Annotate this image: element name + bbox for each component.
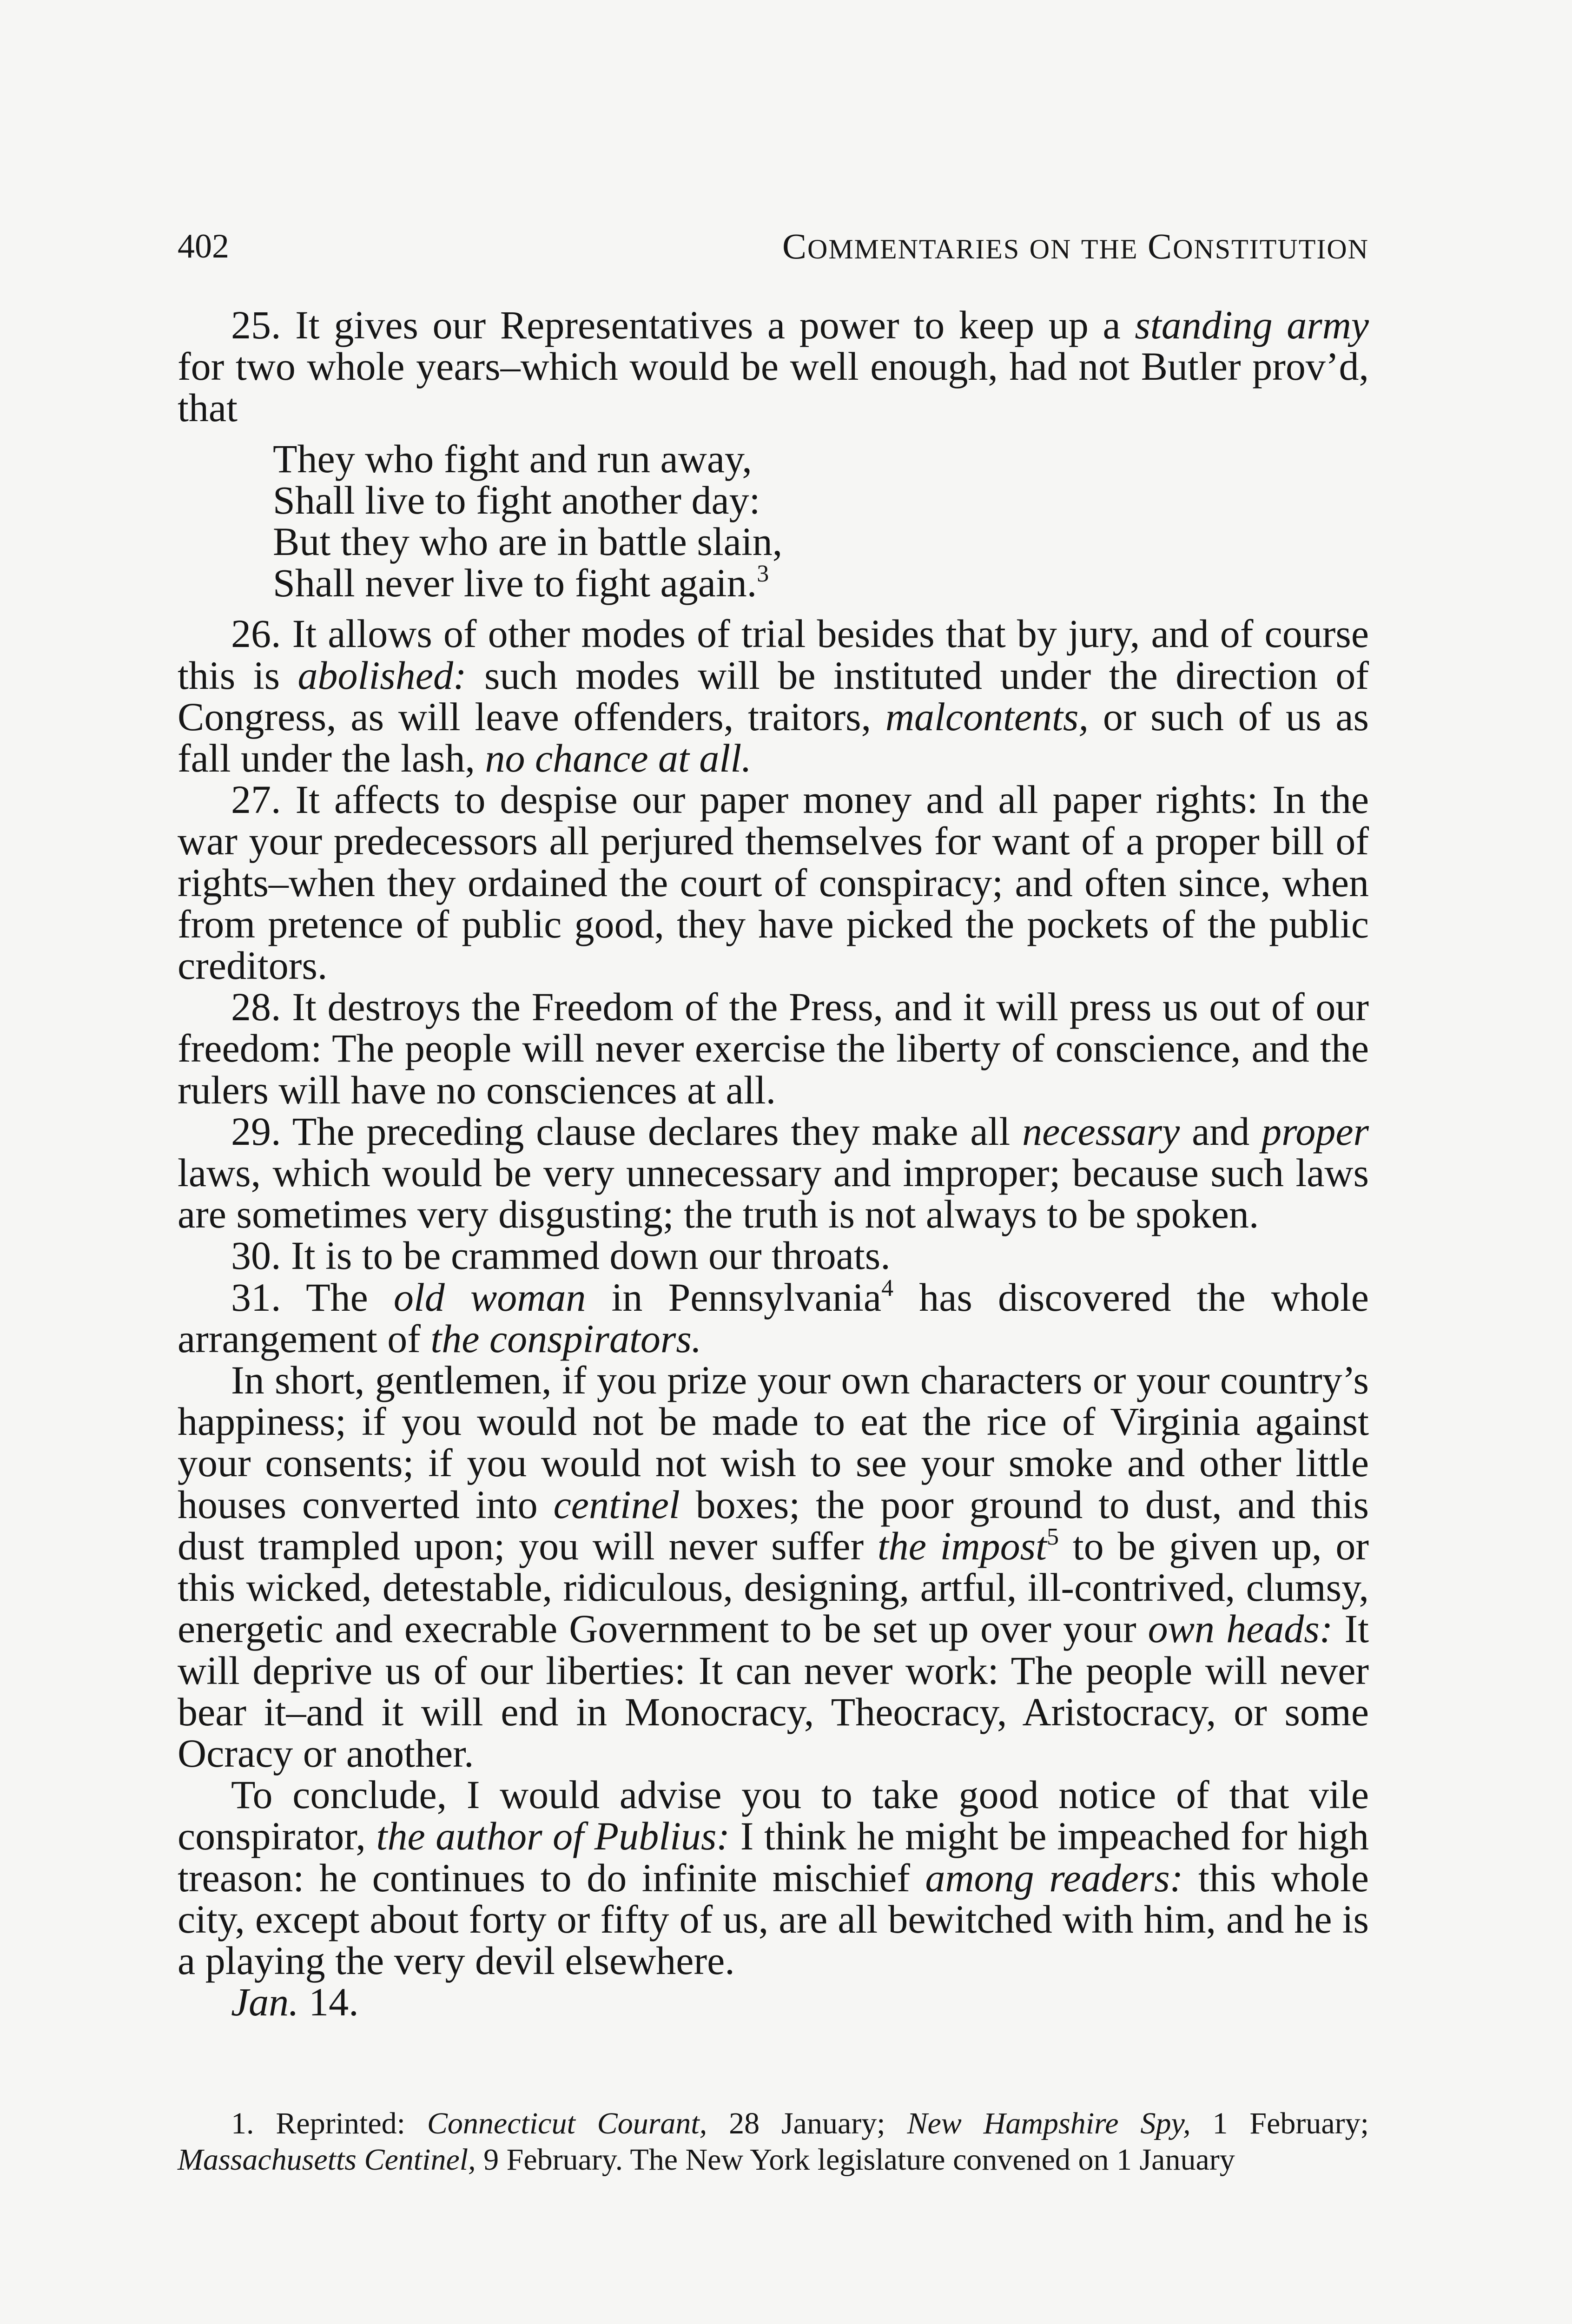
paragraph-25: 25. It gives our Representatives a power to keep up a standing army for two whole years–which would be well enough, had not Butler prov’d, that <box>178 303 1369 430</box>
paragraph-28: 28. It destroys the Freedom of the Press, and it will press us out of our freedom: The people will never exercise the liberty of conscience, and the rulers will have no consciences at all. <box>178 984 1369 1112</box>
footnote-ref: 4 <box>881 1274 894 1301</box>
paragraph-to-conclude: To conclude, I would advise you to take good notice of that vile conspirator, the author of Publius: I think he might be impeached for high treason: he continues to do infinite mischief among readers: this whole city, except about forty or fifty of us, are all bewitched with him, and he is a playing the very devil elsewhere. <box>178 1772 1369 1983</box>
running-title <box>782 223 1369 272</box>
paragraph-27: 27. It affects to despise our paper money and all paper rights: In the war your predecessors all perjured themselves for want of a proper bill of rights–when they ordained the court of conspiracy; and often since, when from pretence of public good, they have picked the pockets of the public creditors. <box>178 777 1369 988</box>
running-title-word: CONSTITUTION <box>1148 226 1369 266</box>
dateline: Jan. 14. <box>231 1980 359 2025</box>
paragraph-30: 30. It is to be crammed down our throats. <box>231 1233 891 1278</box>
page-number: 402 <box>178 227 229 265</box>
paragraph-26: 26. It allows of other modes of trial besides that by jury, and of course this is abolished: such modes will be instituted under the direction of Congress, as will leave offenders, traitors, malcontents, or such of us as fall under the lash, no chance at all. <box>178 611 1369 781</box>
footnote-ref: 5 <box>1047 1523 1059 1550</box>
paragraph-31: 31. The old woman in Pennsylvania$^4$ has discovered the whole arrangement of the conspirators. <box>178 1274 1369 1361</box>
verse-line: They who fight and run away, <box>273 436 752 481</box>
main-text <box>178 304 1369 2023</box>
verse-line: Shall never live to fight again.$^3$ <box>273 561 769 606</box>
footnote-1: 1. Reprinted: Connecticut Courant, 28 January; New Hampshire Spy, 1 February; Massachusetts Centinel, 9 February. The New York legislature convened on 1 January <box>178 2106 1369 2177</box>
verse-line: But they who are in battle slain, <box>273 519 783 564</box>
running-title-word: ON <box>1029 234 1072 264</box>
verse-line: Shall live to fight another day: <box>273 477 760 522</box>
paragraph-29: 29. The preceding clause declares they make all necessary and proper laws, which would be very unnecessary and improper; because such laws are sometimes very disgusting; the truth is not always to be spoken. <box>178 1109 1369 1237</box>
paragraph-in-short: In short, gentlemen, if you prize your own characters or your country’s happiness; if you would not be made to eat the rice of Virginia against your consents; if you would not wish to see your smoke and other little houses converted into centinel boxes; the poor ground to dust, and this dust trampled upon; you will never suffer the impost$^5$ to be given up, or this wicked, detestable, ridiculous, designing, artful, ill-contrived, clumsy, energetic and execrable Government to be set up over your own heads: It will deprive us of our liberties: It can never work: The people will never bear it–and it will end in Monocracy, Theocracy, Aristocracy, or some Ocracy or another. <box>178 1358 1369 1776</box>
footnote-ref: 3 <box>757 561 769 588</box>
running-title-word: COMMENTARIES <box>782 226 1020 266</box>
running-title-word: THE <box>1081 234 1138 264</box>
verse-quotation <box>273 438 1369 604</box>
footnotes <box>178 2106 1369 2178</box>
